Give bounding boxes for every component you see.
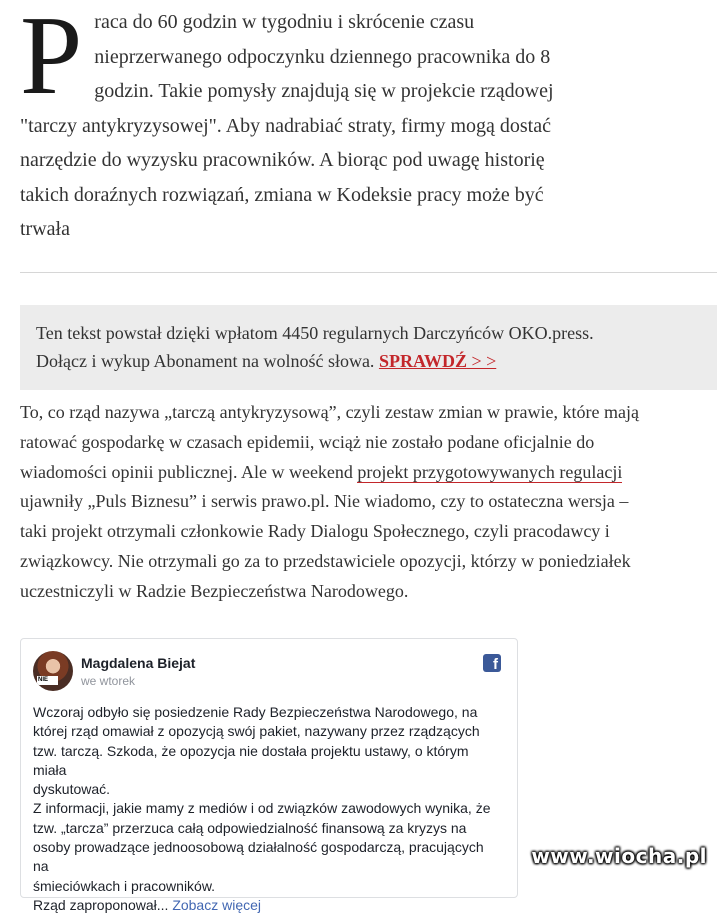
post-time[interactable]: we wtorek <box>81 674 136 688</box>
facebook-icon[interactable]: f <box>483 654 501 672</box>
lead-paragraph <box>20 0 717 247</box>
sprawdz-link[interactable]: SPRAWDŹ <box>378 351 467 371</box>
see-more-link[interactable]: Zobacz więcej <box>172 896 262 913</box>
lead-line: godzin. Takie pomysły znajdują się w projekcie rządowej <box>94 80 554 102</box>
article-body <box>20 398 717 607</box>
post-line: tzw. tarczą. Szkoda, że opozycja nie dostała projektu ustawy, o którym miała <box>33 742 469 778</box>
article-lead <box>20 0 717 247</box>
lead-line: nieprzerwanego odpoczynku dziennego pracownika do 8 <box>94 45 551 68</box>
donate-box <box>20 305 717 390</box>
section-divider <box>20 272 717 273</box>
body-line: związkowcy. Nie otrzymali go za to przedstawiciele opozycji, którzy w poniedziałek <box>20 550 631 571</box>
avatar[interactable] <box>33 651 73 691</box>
body-line: uczestniczyli w Radzie Bezpieczeństwa Narodowego. <box>20 580 409 601</box>
lead-line: takich doraźnych rozwiązań, zmiana w Kodeksie pracy może być <box>20 183 544 206</box>
body-line: wiadomości opinii publicznej. Ale w weekend <box>20 461 358 482</box>
lead-line: "tarczy antykryzysowej". Aby nadrabiać straty, firmy mogą dostać <box>20 114 551 137</box>
regulation-project-link[interactable]: projekt przygotowywanych regulacji <box>357 461 623 482</box>
lead-line: trwała <box>20 218 70 240</box>
post-line: śmieciówkach i pracowników. <box>33 877 216 894</box>
donate-text: Dołącz i wykup Abonament na wolność słowa. <box>36 351 379 371</box>
dropcap-letter: P <box>20 0 83 118</box>
donate-text: Ten tekst powstał dzięki wpłatom 4450 regularnych Darczyńców OKO.press. <box>36 323 594 343</box>
body-line: To, co rząd nazywa „tarczą antykryzysową”, czyli zestaw zmian w prawie, które mają <box>20 402 639 422</box>
post-line-last: Rząd zaproponował... Zobacz więcej <box>33 896 262 913</box>
link-arrows[interactable]: > > <box>466 351 497 371</box>
avatar-badge: NIE <box>37 676 58 685</box>
post-line: Z informacji, jakie mamy z mediów i od związków zawodowych wynika, że <box>33 800 491 817</box>
body-line: ratować gospodarkę w czasach epidemii, wciąż nie zostało podane oficjalnie do <box>20 431 595 452</box>
post-line: dyskutować. <box>33 781 111 798</box>
facebook-embed <box>20 638 518 913</box>
lead-line: narzędzie do wyzysku pracowników. A biorąc pod uwagę historię <box>20 149 545 171</box>
post-line: tzw. „tarcza” przerzuca całą odpowiedzialność finansową za kryzys na <box>33 819 467 836</box>
post-text <box>33 703 503 915</box>
site-watermark: www.wiocha.pl <box>531 844 707 868</box>
lead-line: raca do 60 godzin w tygodniu i skrócenie czasu <box>94 11 475 33</box>
post-author[interactable]: Magdalena Biejat <box>81 655 196 671</box>
body-line: taki projekt otrzymali członkowie Rady Dialogu Społecznego, czyli pracodawcy i <box>20 521 610 542</box>
body-line: ujawniły „Puls Biznesu” i serwis prawo.pl. Nie wiadomo, czy to ostateczna wersja – <box>20 491 629 512</box>
post-line: osoby prowadzące jednoosobową działalność gospodarczą, pracujących na <box>33 839 484 875</box>
post-line: której rząd omawiał z opozycją swój pakiet, nazywany przez rządzących <box>33 723 480 740</box>
post-line: Wczoraj odbyło się posiedzenie Rady Bezpieczeństwa Narodowego, na <box>33 704 478 720</box>
